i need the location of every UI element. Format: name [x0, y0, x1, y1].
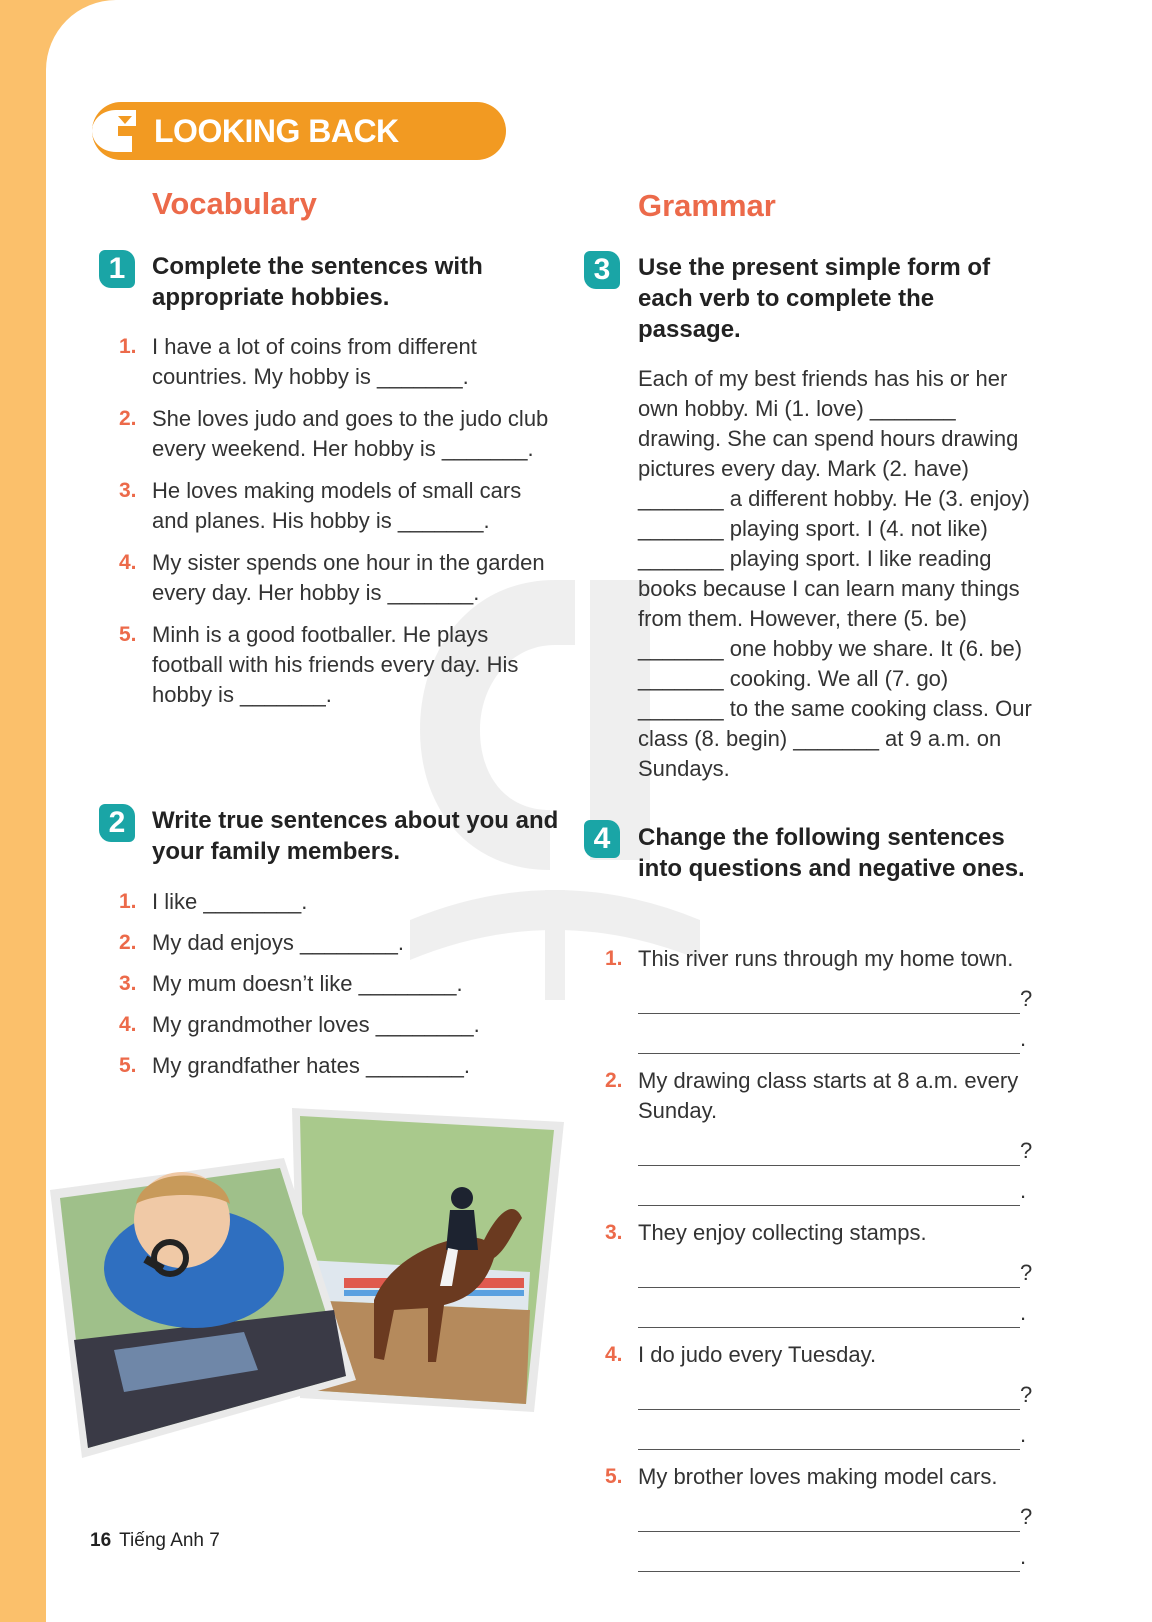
exercise-number-3: 3 — [584, 251, 620, 289]
exercise-number-2: 2 — [99, 804, 135, 842]
list-item — [605, 1218, 1038, 1328]
page-footer — [90, 1530, 220, 1552]
item-text: My mum doesn’t like ________. — [152, 971, 463, 996]
answer-blank[interactable] — [638, 1263, 1020, 1288]
exercise-3-passage: Each of my best friends has his or her own hobby. Mi (1. love) _______ drawing. She can spend hours drawing pictures every day. Mark (2. have) _______ a different hobby. He (3. enjoy) _______ playing sport. I (4. not like) _______ playing sport. I like reading books because I can learn many things from them. However, there (5. be) _______ one hobby we share. It (6. be) _______ cooking. We all (7. go) _______ to the same cooking class. Our class (8. begin) _______ at 9 a.m. on Sundays. — [638, 366, 1032, 781]
item-text: My drawing class starts at 8 a.m. every Sunday. — [638, 1068, 1019, 1123]
negative-answer-line[interactable] — [638, 1014, 1038, 1054]
exercise-1-heading: Complete the sentences with appropriate hobbies. — [152, 253, 483, 311]
vocabulary-title: Vocabulary — [152, 186, 317, 221]
question-answer-line[interactable] — [638, 1248, 1038, 1288]
exercise-1-list — [119, 332, 552, 710]
item-number: 2. — [605, 1069, 623, 1092]
negative-answer-line[interactable] — [638, 1410, 1038, 1450]
grammar-title: Grammar — [638, 188, 776, 223]
exercise-number-1: 1 — [99, 250, 135, 288]
answer-blank[interactable] — [638, 1181, 1020, 1206]
item-text: He loves making models of small cars and planes. His hobby is _______. — [152, 478, 522, 533]
list-item — [605, 1066, 1038, 1206]
book-title: Tiếng Anh 7 — [119, 1530, 220, 1551]
list-item — [605, 944, 1038, 1054]
list-item — [119, 1010, 552, 1040]
item-number: 3. — [605, 1221, 623, 1244]
list-item — [119, 969, 552, 999]
item-text: I do judo every Tuesday. — [638, 1342, 877, 1367]
question-mark: ? — [1020, 986, 1033, 1011]
item-text: I have a lot of coins from different countries. My hobby is _______. — [152, 334, 477, 389]
item-text: Minh is a good footballer. He plays football with his friends every day. His hobby is _______. — [152, 622, 519, 707]
list-item — [119, 476, 552, 536]
question-mark: ? — [1020, 1382, 1033, 1407]
hobby-photos — [44, 1100, 574, 1520]
item-number: 4. — [119, 1013, 137, 1036]
list-item — [119, 887, 552, 917]
list-item — [119, 332, 552, 392]
negative-answer-line[interactable] — [638, 1532, 1038, 1572]
item-text: She loves judo and goes to the judo club every weekend. Her hobby is _______. — [152, 406, 549, 461]
list-item — [605, 1462, 1038, 1572]
item-number: 5. — [119, 1054, 137, 1077]
item-number: 3. — [119, 479, 137, 502]
item-number: 3. — [119, 972, 137, 995]
item-number: 2. — [119, 931, 137, 954]
full-stop: . — [1020, 1300, 1027, 1325]
answer-blank[interactable] — [638, 989, 1020, 1014]
question-mark: ? — [1020, 1260, 1033, 1285]
answer-blank[interactable] — [638, 1029, 1020, 1054]
item-text: My grandfather hates ________. — [152, 1053, 471, 1078]
item-number: 1. — [119, 890, 137, 913]
item-number: 5. — [119, 623, 137, 646]
answer-blank[interactable] — [638, 1425, 1020, 1450]
item-number: 1. — [605, 947, 623, 970]
question-answer-line[interactable] — [638, 1126, 1038, 1166]
banner-title: LOOKING BACK — [154, 113, 399, 149]
exercise-4-list — [605, 944, 1038, 1572]
answer-blank[interactable] — [638, 1385, 1020, 1410]
item-number: 4. — [119, 551, 137, 574]
negative-answer-line[interactable] — [638, 1166, 1038, 1206]
item-text: They enjoy collecting stamps. — [638, 1220, 927, 1245]
item-text: My brother loves making model cars. — [638, 1464, 998, 1489]
arrow-back-icon — [92, 108, 140, 154]
section-banner — [92, 102, 506, 160]
answer-blank[interactable] — [638, 1303, 1020, 1328]
answer-blank[interactable] — [638, 1507, 1020, 1532]
item-text: My grandmother loves ________. — [152, 1012, 480, 1037]
question-mark: ? — [1020, 1504, 1033, 1529]
item-text: My dad enjoys ________. — [152, 930, 404, 955]
page-number: 16 — [90, 1530, 112, 1551]
item-text: This river runs through my home town. — [638, 946, 1014, 971]
exercise-3-heading: Use the present simple form of each verb to complete the passage. — [638, 254, 991, 343]
full-stop: . — [1020, 1544, 1027, 1569]
item-number: 2. — [119, 407, 137, 430]
list-item — [605, 1340, 1038, 1450]
exercise-2-heading: Write true sentences about you and your family members. — [152, 807, 559, 865]
negative-answer-line[interactable] — [638, 1288, 1038, 1328]
question-answer-line[interactable] — [638, 1492, 1038, 1532]
item-text: My sister spends one hour in the garden every day. Her hobby is _______. — [152, 550, 545, 605]
full-stop: . — [1020, 1422, 1027, 1447]
list-item — [119, 928, 552, 958]
exercise-4-heading: Change the following sentences into questions and negative ones. — [638, 824, 1025, 882]
list-item — [119, 404, 552, 464]
list-item — [119, 548, 552, 608]
question-answer-line[interactable] — [638, 1370, 1038, 1410]
list-item — [119, 1051, 552, 1081]
exercise-2-list — [119, 887, 552, 1081]
item-number: 1. — [119, 335, 137, 358]
exercise-number-4: 4 — [584, 820, 620, 858]
item-number: 4. — [605, 1343, 623, 1366]
item-text: I like ________. — [152, 889, 308, 914]
question-answer-line[interactable] — [638, 974, 1038, 1014]
answer-blank[interactable] — [638, 1141, 1020, 1166]
item-number: 5. — [605, 1465, 623, 1488]
question-mark: ? — [1020, 1138, 1033, 1163]
full-stop: . — [1020, 1026, 1027, 1051]
list-item — [119, 620, 552, 710]
answer-blank[interactable] — [638, 1547, 1020, 1572]
full-stop: . — [1020, 1178, 1027, 1203]
